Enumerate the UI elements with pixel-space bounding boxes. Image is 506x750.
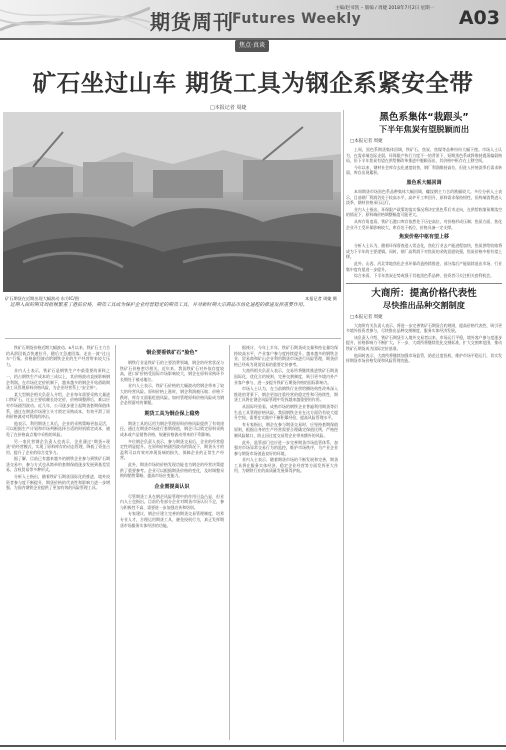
masthead-decoration: [0, 0, 150, 38]
article-column-3: [234, 345, 338, 475]
sidebar-body-text: 本周期货市场黑色系品种集体大幅回调，螺纹钢主力合约跌幅较大。多位分析人士表示，目前钢厂利润仍处于较高水平，高炉开工率回升，原料需求保持韧性，但终端消费进入淡季，钢材价格承压运行。 业内人士指出，环保限产政策的落实情况将决定黑色系后市走向，在供给收缩预期落空的情况下，原料端价格调整幅度可能更大。 从库存角度看，铁矿石港口库存依然处于历史高位，对价格形成压制；焦炭方面，焦化企业开工受环保影响较大，库存处于低位，价格具备一定支撑。: [346, 188, 502, 230]
photo-caption: 矿石期货在近期出现大幅波动 东方IC/图: [5, 296, 79, 301]
sidebar-byline-2: □本报记者 周婕: [350, 314, 383, 320]
column-divider: [115, 345, 116, 740]
sidebar-byline: □本报记者 周婕: [350, 139, 383, 144]
article-body-text: 期货工具的运用为钢企管理原料价格风险提供了有效途径。通过在期货市场进行套期保值，钢企可以锁定原料采购成本或产品销售价格，规避价格波动带来的不利影响。 多位钢企负责人表示，参与期货交易后，企业的经营稳定性明显提升。在原料价格剧烈波动的情况下，期货头寸的盈利可以有效对冲现货端的损失，保障企业的正常生产经营。 此外，期货市场的价格发现功能也为钢企的经营决策提供了重要参考。企业可以根据期货价格的变化，及时调整采购和销售策略，提高市场应变能力。: [120, 420, 224, 479]
sidebar-body-text: 上周，黑色系期货集体回调，铁矿石、焦炭、焦煤等品种纷纷大幅下挫。市场人士认为，在需求端边际走弱、环保限产执行力度不一的背景下，短期黑色系或将维持震荡偏弱格局，但下半年焦炭有望在供给侧改革推进中脱颖而出，其价格中枢存在上移空间。 今年以来，钢材社会库存去化速度较快，钢厂利润维持高位，但进入传统淡季后需求转弱，库存出现累积。: [346, 147, 502, 176]
masthead-title: 期货周刊: [150, 10, 234, 34]
sidebar-subheadline-2: 尽快推出品种交割制度: [383, 299, 465, 310]
sidebar-section-heading: 焦炭价格中枢有望上移: [398, 234, 449, 241]
article-lead: 近期入岗的期货周报频繁重了港前价格，期货工具成为保护企业经营稳定的期货工具，并对新时期大宗商品市场化进程的推进发挥重要作用。: [10, 303, 308, 308]
column-divider: [343, 110, 344, 742]
sidebar-article: [346, 112, 502, 365]
photo-scene: [3, 112, 341, 292]
article-subheading: 企业需提高认识: [154, 483, 190, 490]
article-body-text: 钢铁行业是铁矿石的主要消费领域，钢企的经营状况与铁矿石价格密切相关。近年来，我国铁矿石对外依存度较高，进口矿价格受国际市场影响较大，钢企在原料采购环节长期处于被动地位。 业内人士表示，铁矿石价格的大幅波动给钢企带来了较大的经营风险。原料价格上涨时，钢企利润被压缩；价格下跌时，库存又面临贬值风险。如何管理原料价格风险成为钢企必须面对的课题。: [120, 360, 224, 406]
photo-credit: 本报记者 周婕 摄: [305, 296, 337, 301]
article-column-1: [6, 345, 110, 492]
sidebar-section-heading: 黑色系大幅回调: [406, 179, 442, 186]
page-number: A03: [458, 7, 500, 29]
masthead-meta: 主编/赵书凯 ·· 版编 / 周婕 2018年7月2日 星期一: [335, 6, 435, 11]
article-subheading: 期货工具为铜企保上稳势: [144, 410, 200, 417]
column-divider: [229, 345, 230, 740]
lead-divider: [5, 338, 341, 339]
masthead-title-en: Futures Weekly: [232, 11, 362, 27]
article-column-2: [120, 345, 224, 529]
sidebar-body-text: 大商所有关负责人表示，将进一步完善铁矿石期货合约规则，提高价格代表性，吸引更多境外投资者参与，尽快推出品种交割制度，服务实体经济发展。 该负责人介绍，铁矿石期货引入境外交易者以来，市场运行平稳，境外客户参与度逐步提升，价格影响力不断扩大。下一步，大商所将继续优化交割标准，扩大交割库范围，推动铁矿石期货成为国际定价基准。 他同时表示，大商所将继续加强市场监管，防范过度投机，维护市场平稳运行，切实发挥期货市场价格发现和风险管理功能。: [346, 322, 502, 364]
headline-byline: □本报记者 周婕: [210, 105, 247, 111]
footer-rule: [0, 745, 506, 747]
article-body-text: 铁矿石期货价格近期大幅波动。6月以来，铁矿石主力合约从阶段低点快速拉升，随后又急速回落，走出一波“过山车”行情。价格剧烈波动给钢铁企业的生产经营带来较大压力。 业内人士表示，铁矿石是钢铁生产中最重要的原料之一，约占钢铁生产成本的三成以上，其价格波动直接影响钢企利润。在市场化定价机制下，越来越多的钢企开始借助期货工具管理原料价格风险，为企业经营系上“安全带”。 某大型钢企相关负责人介绍，企业每年需要采购大量进口铁矿石，过去主要依赖长协定价，价格调整滞后，难以应对市场剧烈波动。近几年，公司逐步建立起期货套期保值体系，通过在期货市场建立头寸锁定采购成本，有效平滑了原料价格波动对利润的冲击。 他表示，利用期货工具后，企业的采购策略更加灵活，可以根据生产计划和市场判断选择合适的时机锁定成本，避免了在价格高点集中采购的风险。 另一家民营钢企负责人也表示，企业通过“期货+现货”的经营模式，实现了原料库存的动态管理，降低了资金占用，提升了企业的综合竞争力。 据了解，目前已有越来越多的钢铁企业参与到铁矿石期货交易中，参与方式也从简单的套期保值逐步发展到基差贸易、含权贸易等多种形式。 分析人士指出，随着铁矿石期货国际化的推进，境外投资者参与度不断提升，期货价格的代表性和影响力进一步增强，为国内钢铁企业提供了更加有效的风险管理工具。: [6, 345, 110, 491]
sidebar-body-text: 分析人士认为，随着环保督查进入常态化，焦化行业去产能进程加快，焦炭供给收缩将成为下半年的主要逻辑。同时，钢厂高利润下对焦炭的采购意愿较强，焦炭价格中枢有望上移。 此外，山西、河北等地焦化企业环保改造持续推进，部分落后产能陆续退出市场，行业集中度有望进一步提升。 综合来看，下半年焦炭走势或强于其他黑色系品种，投资者可关注相关套利机会。: [346, 243, 502, 279]
article-subheading: 铜企要看铁矿石“脸色”: [146, 350, 198, 356]
article-body-text: 据统计，今年上半年，铁矿石期货成交量和持仓量均保持较高水平，产业客户参与度持续提升。越来越多的钢铁企业、贸易商和矿山企业利用期货市场进行风险管理，期货价格已经成为现货贸易的重要定价参考。 大商所相关负责人表示，交易所将继续推进铁矿石期货国际化，优化合约规则，完善交割制度，吸引更多境内外产业客户参与，进一步提升铁矿石期货价格的国际影响力。 市场人士认为，在当前钢铁行业供给侧结构性改革深入推进的背景下，钢企更加注重经营的稳定性和可持续性，期货工具将在钢企风险管理中发挥越来越重要的作用。 从国际经验看，成熟市场的钢铁企业普遍利用期货等衍生品工具管理价格风险。我国钢铁企业在这方面仍有较大提升空间，需要在实践中不断积累经验，提高风险管理水平。 有专家指出，钢企在参与期货交易时，应坚持套期保值原则，根据自身的生产经营需要合理确定保值比例，严格控制风险敞口，防止因过度交易给企业带来额外的风险。 此外，监管部门也应进一步完善期货市场监管体系，加强对市场异常交易行为的监控，维护市场秩序，为产业企业参与期货市场创造良好的环境。 业内人士表示，随着期货市场的不断发展和完善，期货工具将在服务实体经济、稳定企业经营等方面发挥更大作用，为钢铁行业的高质量发展保驾护航。: [234, 345, 338, 474]
sidebar-divider: [346, 283, 502, 284]
sidebar-subheadline: 下半年焦炭有望脱颖而出: [378, 124, 470, 134]
article-body-text: 尽管期货工具在钢企风险管理中的作用日益凸显，但业内人士也指出，目前仍有部分企业对期货市场认识不足，参与积极性不高，需要进一步加强宣传和培训。 专家建议，钢企应建立完善的期货交易管理制度，培养专业人才，合理运用期货工具，避免投机行为，真正发挥期货市场服务实体经济的功能。: [120, 493, 224, 528]
headline: 矿石坐过山车 期货工具为钢企系紧安全带: [32, 69, 474, 97]
sidebar-headline-2: 大商所：提高价格代表性: [371, 287, 477, 299]
news-photo: [3, 112, 341, 292]
masthead: [0, 0, 506, 40]
section-tag: 焦点·真谈: [235, 40, 269, 52]
sidebar-headline: 黑色系集体“栽跟头”: [379, 112, 469, 123]
